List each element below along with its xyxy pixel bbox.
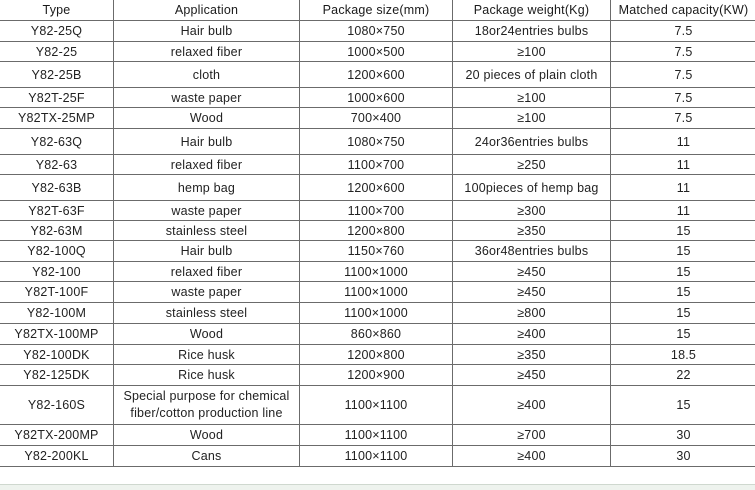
- cell-application: Cans: [114, 446, 300, 467]
- cell-type: Y82-63: [0, 155, 114, 175]
- cell-capacity: 15: [611, 324, 755, 345]
- table-row: [0, 282, 755, 303]
- table-row: [0, 201, 755, 221]
- cell-size: 1000×500: [300, 42, 453, 62]
- cell-weight: ≥350: [453, 345, 611, 365]
- cell-weight: ≥300: [453, 201, 611, 221]
- cell-application: waste paper: [114, 282, 300, 303]
- cell-application: Wood: [114, 108, 300, 129]
- cell-capacity: 7.5: [611, 42, 755, 62]
- cell-size: 1150×760: [300, 241, 453, 262]
- cell-capacity: 22: [611, 365, 755, 386]
- cell-size: 1200×800: [300, 345, 453, 365]
- cell-capacity: 18.5: [611, 345, 755, 365]
- cell-weight: ≥250: [453, 155, 611, 175]
- cell-size: 1200×600: [300, 62, 453, 88]
- cell-type: Y82T-25F: [0, 88, 114, 108]
- cell-capacity: 30: [611, 446, 755, 467]
- cell-weight: ≥800: [453, 303, 611, 324]
- cell-weight: 20 pieces of plain cloth: [453, 62, 611, 88]
- table-row: [0, 155, 755, 175]
- cell-size: 1100×1100: [300, 446, 453, 467]
- cell-type: Y82-200KL: [0, 446, 114, 467]
- cell-type: Y82-100M: [0, 303, 114, 324]
- cell-capacity: 15: [611, 386, 755, 425]
- cell-capacity: 7.5: [611, 88, 755, 108]
- cell-type: Y82-25: [0, 42, 114, 62]
- cell-type: Y82T-63F: [0, 201, 114, 221]
- cell-type: Y82T-100F: [0, 282, 114, 303]
- table-row: [0, 386, 755, 425]
- cell-type: Y82-25Q: [0, 21, 114, 42]
- header-matched-capacity: Matched capacity(KW): [611, 0, 755, 21]
- cell-capacity: 11: [611, 201, 755, 221]
- cell-application: Wood: [114, 425, 300, 446]
- table-row: [0, 42, 755, 62]
- cell-size: 1100×1000: [300, 282, 453, 303]
- table-row: [0, 425, 755, 446]
- header-application: Application: [114, 0, 300, 21]
- cell-capacity: 15: [611, 241, 755, 262]
- cell-weight: 100pieces of hemp bag: [453, 175, 611, 201]
- cell-capacity: 15: [611, 262, 755, 282]
- header-package-weight: Package weight(Kg): [453, 0, 611, 21]
- cell-capacity: 30: [611, 425, 755, 446]
- table-row: [0, 345, 755, 365]
- cell-type: Y82-100: [0, 262, 114, 282]
- cell-capacity: 7.5: [611, 108, 755, 129]
- cell-weight: ≥100: [453, 108, 611, 129]
- cell-application: stainless steel: [114, 303, 300, 324]
- cell-capacity: 7.5: [611, 21, 755, 42]
- table-row: [0, 365, 755, 386]
- table-row: [0, 303, 755, 324]
- cell-type: Y82-160S: [0, 386, 114, 425]
- cell-type: Y82-100Q: [0, 241, 114, 262]
- cell-application: Special purpose for chemical fiber/cotton production line: [114, 386, 300, 425]
- cell-capacity: 11: [611, 155, 755, 175]
- cell-weight: ≥100: [453, 42, 611, 62]
- cell-capacity: 11: [611, 175, 755, 201]
- cell-size: 860×860: [300, 324, 453, 345]
- cell-size: 1200×800: [300, 221, 453, 241]
- cell-weight: 36or48entries bulbs: [453, 241, 611, 262]
- cell-size: 1100×1100: [300, 386, 453, 425]
- cell-capacity: 7.5: [611, 62, 755, 88]
- cell-type: Y82-63B: [0, 175, 114, 201]
- table-row: [0, 21, 755, 42]
- cell-weight: ≥400: [453, 446, 611, 467]
- cell-weight: ≥450: [453, 262, 611, 282]
- table-row: [0, 262, 755, 282]
- cell-capacity: 15: [611, 221, 755, 241]
- cell-weight: ≥450: [453, 365, 611, 386]
- cell-type: Y82-63Q: [0, 129, 114, 155]
- cell-type: Y82TX-25MP: [0, 108, 114, 129]
- cell-size: 1100×1000: [300, 262, 453, 282]
- cell-weight: 18or24entries bulbs: [453, 21, 611, 42]
- table-row: [0, 88, 755, 108]
- table-row: [0, 108, 755, 129]
- cell-size: 1100×700: [300, 155, 453, 175]
- cell-application: Rice husk: [114, 345, 300, 365]
- cell-type: Y82-100DK: [0, 345, 114, 365]
- cell-type: Y82TX-100MP: [0, 324, 114, 345]
- cell-weight: ≥700: [453, 425, 611, 446]
- cell-size: 1100×1000: [300, 303, 453, 324]
- cell-size: 1100×700: [300, 201, 453, 221]
- header-package-size: Package size(mm): [300, 0, 453, 21]
- cell-size: 1000×600: [300, 88, 453, 108]
- table-row: [0, 446, 755, 467]
- cell-application: relaxed fiber: [114, 262, 300, 282]
- cell-type: Y82-63M: [0, 221, 114, 241]
- cell-weight: ≥450: [453, 282, 611, 303]
- cell-size: 1200×900: [300, 365, 453, 386]
- cell-application: relaxed fiber: [114, 42, 300, 62]
- cell-weight: ≥400: [453, 386, 611, 425]
- cell-application: stainless steel: [114, 221, 300, 241]
- cell-application: hemp bag: [114, 175, 300, 201]
- table-row: [0, 175, 755, 201]
- bottom-edge: [0, 484, 755, 490]
- cell-type: Y82TX-200MP: [0, 425, 114, 446]
- cell-size: 1200×600: [300, 175, 453, 201]
- cell-weight: ≥100: [453, 88, 611, 108]
- cell-application: Hair bulb: [114, 21, 300, 42]
- cell-application: cloth: [114, 62, 300, 88]
- table-row: [0, 129, 755, 155]
- cell-application: Hair bulb: [114, 129, 300, 155]
- header-type: Type: [0, 0, 114, 21]
- cell-application: waste paper: [114, 201, 300, 221]
- cell-weight: ≥400: [453, 324, 611, 345]
- cell-application: Wood: [114, 324, 300, 345]
- cell-weight: ≥350: [453, 221, 611, 241]
- cell-application: relaxed fiber: [114, 155, 300, 175]
- cell-type: Y82-125DK: [0, 365, 114, 386]
- cell-application: waste paper: [114, 88, 300, 108]
- table-row: [0, 62, 755, 88]
- cell-size: 1100×1100: [300, 425, 453, 446]
- cell-weight: 24or36entries bulbs: [453, 129, 611, 155]
- cell-application: Hair bulb: [114, 241, 300, 262]
- cell-size: 700×400: [300, 108, 453, 129]
- table-row: [0, 241, 755, 262]
- cell-capacity: 11: [611, 129, 755, 155]
- cell-size: 1080×750: [300, 129, 453, 155]
- header-row: [0, 0, 755, 21]
- table-row: [0, 221, 755, 241]
- cell-capacity: 15: [611, 303, 755, 324]
- cell-capacity: 15: [611, 282, 755, 303]
- cell-application: Rice husk: [114, 365, 300, 386]
- table-body: [0, 21, 755, 467]
- cell-size: 1080×750: [300, 21, 453, 42]
- cell-type: Y82-25B: [0, 62, 114, 88]
- table-row: [0, 324, 755, 345]
